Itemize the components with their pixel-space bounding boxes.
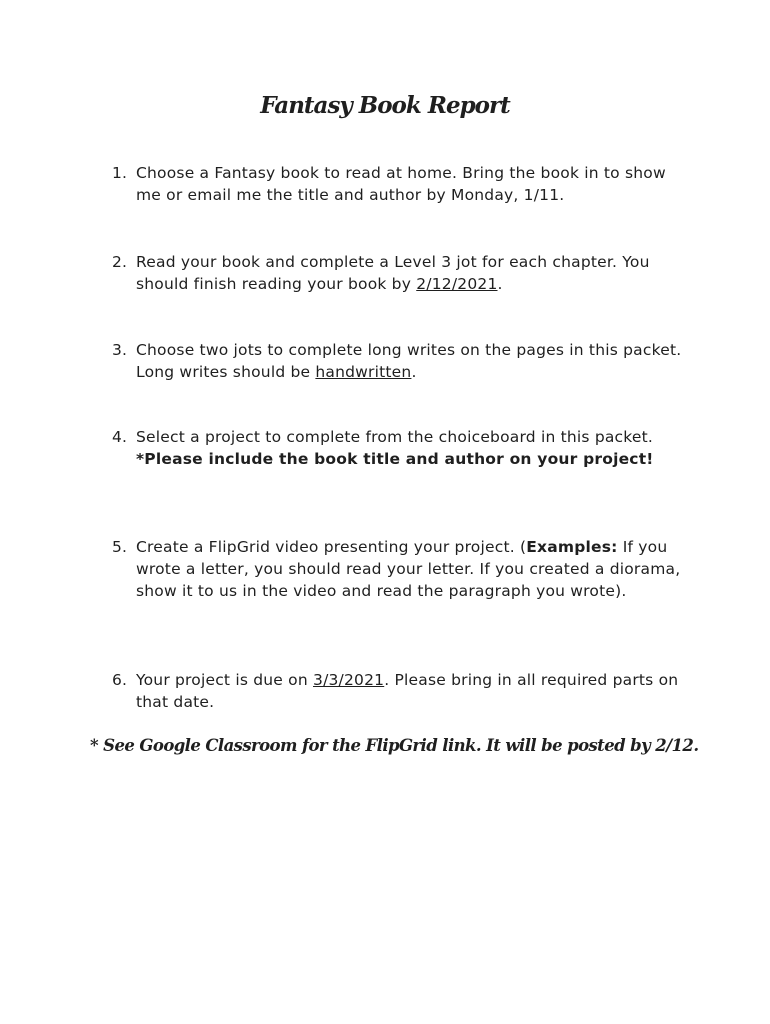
list-item-5 (112, 536, 687, 602)
finish-date: 2/12/2021 (416, 275, 498, 293)
bold-note: *Please include the book title and author on your project! (136, 450, 654, 468)
handwritten-emphasis: handwritten (315, 363, 412, 381)
list-item-3 (112, 339, 687, 383)
due-date: 3/3/2021 (313, 671, 385, 689)
item-number: 2. (112, 253, 128, 271)
item-text: Read your book and complete a Level 3 jot for each chapter. You should finish reading your book by 2/12/2021. (136, 253, 650, 293)
list-item-6 (112, 669, 687, 713)
item-number: 1. (112, 164, 128, 182)
item-number: 3. (112, 341, 128, 359)
item-text: Choose a Fantasy book to read at home. Bring the book in to show me or email me the title and author by Monday, 1/11. (136, 164, 666, 204)
item-number: 4. (112, 428, 128, 446)
item-text: Your project is due on 3/3/2021. Please bring in all required parts on that date. (136, 671, 679, 711)
page-title: Fantasy Book Report (260, 92, 510, 119)
item-text: Choose two jots to complete long writes on the pages in this packet. Long writes should be handwritten. (136, 341, 682, 381)
list-item-4 (112, 426, 687, 470)
item-number: 5. (112, 538, 128, 556)
item-number: 6. (112, 671, 128, 689)
list-item-2 (112, 251, 687, 295)
item-text: Select a project to complete from the choiceboard in this packet. *Please include the book title and author on your project! (136, 428, 654, 468)
examples-label: Examples: (526, 538, 618, 556)
footnote: * See Google Classroom for the FlipGrid link. It will be posted by 2/12. (90, 736, 699, 755)
list-item-1 (112, 162, 687, 206)
item-text: Create a FlipGrid video presenting your project. (Examples: If you wrote a letter, you should read your letter. If you created a diorama, show it to us in the video and read the paragraph you wrote). (136, 538, 681, 600)
